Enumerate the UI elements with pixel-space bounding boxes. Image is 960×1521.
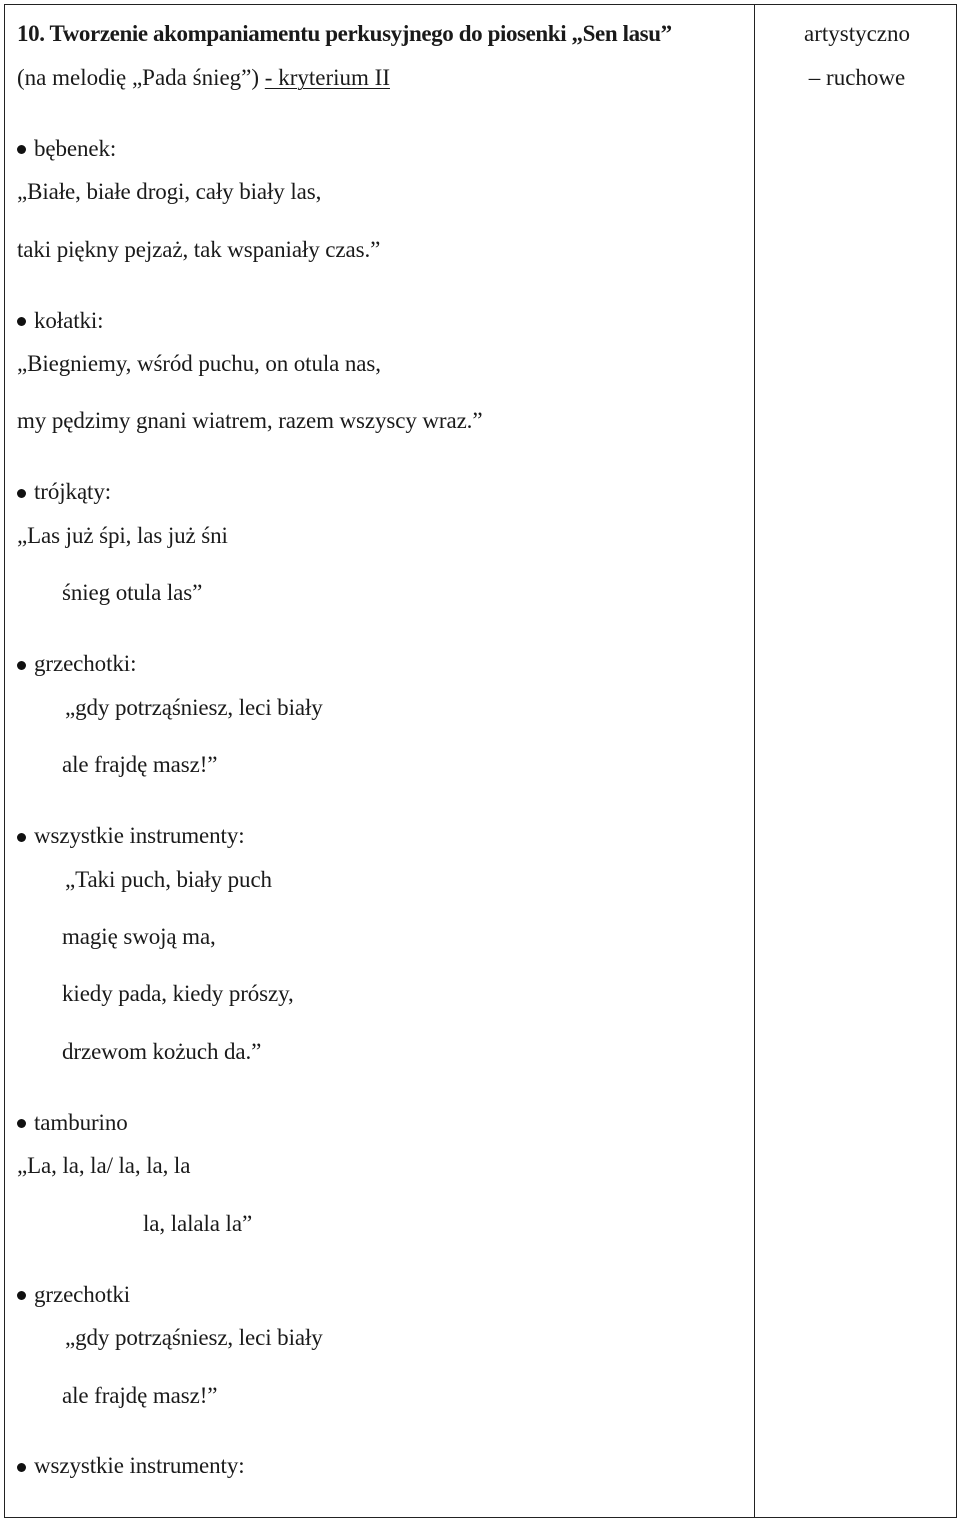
instrument-label: bębenek: (34, 135, 117, 161)
bullet-icon (17, 145, 26, 154)
subtitle-text: (na melodię „Pada śnieg”) (17, 65, 265, 90)
instrument-heading (17, 808, 747, 865)
lyric-line: ale frajdę masz!” (62, 752, 218, 778)
lyric-line: my pędzimy gnani wiatrem, razem wszyscy wraz.” (17, 408, 483, 434)
section-title: 10. Tworzenie akompaniamentu perkusyjnego do piosenki „Sen lasu” (17, 21, 672, 46)
bullet-icon (17, 1291, 26, 1300)
lyric-line: „Biegniemy, wśród puchu, on otula nas, (17, 351, 381, 377)
section-subtitle (17, 63, 747, 107)
instrument-heading (17, 464, 747, 521)
bullet-icon (17, 661, 26, 670)
lyric-line: śnieg otula las” (62, 580, 203, 606)
instrument-heading (17, 1266, 747, 1323)
column-divider (754, 5, 755, 1517)
side-cell (757, 19, 957, 107)
instrument-heading (17, 120, 747, 177)
instrument-heading (17, 1094, 747, 1151)
lyric-line: la, lalala la” (143, 1210, 253, 1236)
lyric-line: magię swoją ma, (62, 924, 216, 950)
lyric-line: drzewom kożuch da.” (62, 1038, 262, 1064)
bullet-icon (17, 1119, 26, 1128)
lesson-table (4, 4, 957, 1518)
lyric-line: „gdy potrząśniesz, leci biały (65, 1325, 323, 1351)
activity-type-line: artystyczno (803, 21, 910, 46)
main-cell (17, 19, 747, 1495)
bullet-icon (17, 317, 26, 326)
bullet-icon (17, 833, 26, 842)
instrument-heading (17, 292, 747, 349)
lyric-line: „gdy potrząśniesz, leci biały (65, 694, 323, 720)
bullet-icon (17, 1463, 26, 1472)
criterion-label: - kryterium II (264, 65, 390, 90)
lyric-line: taki piękny pejzaż, tak wspaniały czas.” (17, 236, 381, 262)
activity-type-line: – ruchowe (808, 65, 906, 90)
lyric-line: „Taki puch, biały puch (65, 866, 272, 892)
instrument-label: kołatki: (34, 307, 104, 333)
lyric-line: „La, la, la/ la, la, la (17, 1153, 191, 1179)
instrument-heading (17, 636, 747, 693)
instrument-label: trójkąty: (34, 479, 112, 505)
instrument-label: wszystkie instrumenty: (34, 1453, 245, 1479)
instrument-label: tamburino (34, 1109, 128, 1135)
instrument-label: grzechotki: (34, 651, 137, 677)
instrument-label: wszystkie instrumenty: (34, 823, 245, 849)
lyric-line: kiedy pada, kiedy prószy, (62, 981, 294, 1007)
bullet-icon (17, 489, 26, 498)
lyric-line: „Białe, białe drogi, cały biały las, (17, 179, 322, 205)
instrument-heading (17, 1438, 747, 1495)
lyric-line: „Las już śpi, las już śni (17, 523, 228, 549)
lyric-line: ale frajdę masz!” (62, 1382, 218, 1408)
instrument-label: grzechotki (34, 1281, 131, 1307)
